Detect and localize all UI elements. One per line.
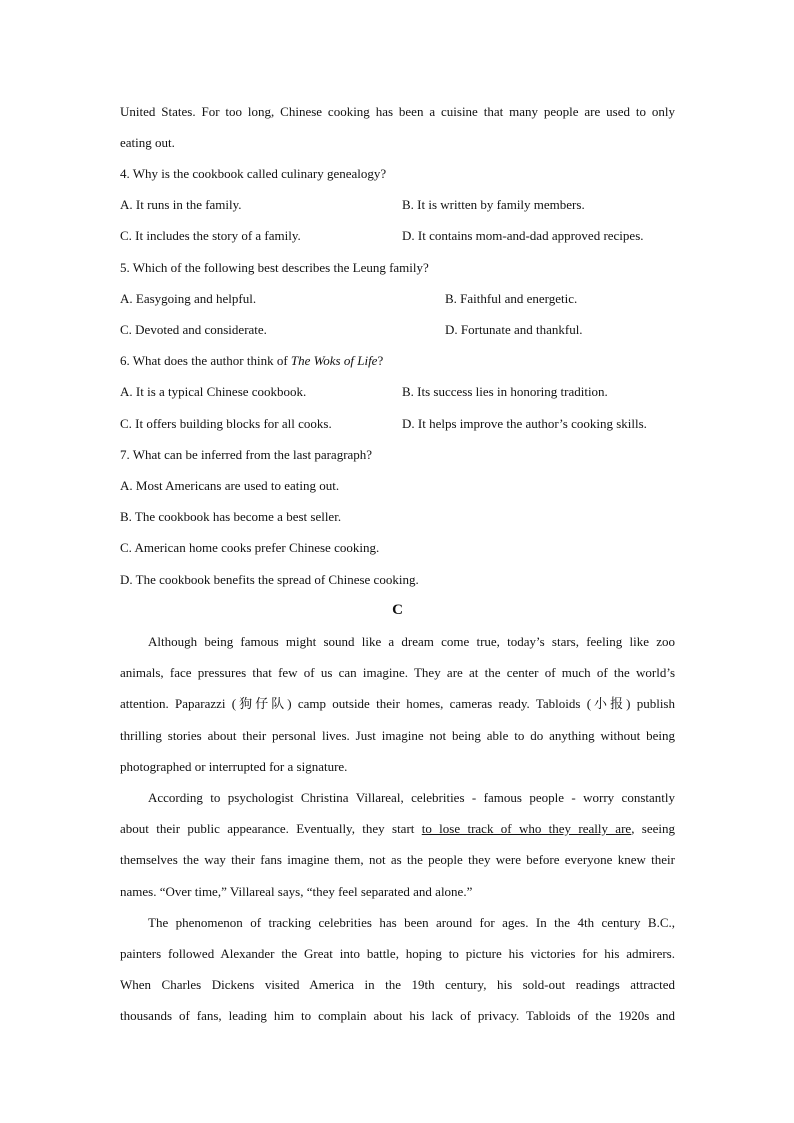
paragraph-3-line-4: thousands of fans, leading him to complain about his lack of privacy. Tabloids of the 1920s and [120,1008,675,1023]
paragraph-1-line-5: photographed or interrupted for a signature. [120,759,348,774]
question-5-option-a: A. Easygoing and helpful. [120,291,257,306]
question-7-option-b: B. The cookbook has become a best seller. [120,509,342,524]
paragraph-1-line-4: thrilling stories about their personal lives. Just imagine not being able to do anything without being [120,728,675,743]
question-6-stem-end: ? [377,353,384,368]
paragraph-2-line-2-start: about their public appearance. Eventually, they start [120,821,422,836]
question-4-option-d: D. It contains mom-and-dad approved recipes. [402,228,644,243]
question-4-option-c: C. It includes the story of a family. [120,228,301,243]
paragraph-2-line-1: According to psychologist Christina Villareal, celebrities - famous people - worry constantly [148,790,675,805]
intro-line-1: United States. For too long, Chinese cooking has been a cuisine that many people are used to only [120,104,675,119]
question-6-option-b: B. Its success lies in honoring tradition. [402,384,608,399]
question-6-stem-text: 6. What does the author think of [120,353,291,368]
question-5-option-d: D. Fortunate and thankful. [445,322,583,337]
paragraph-2-line-4: names. “Over time,” Villareal says, “they feel separated and alone.” [120,884,473,899]
section-heading: C [392,602,403,618]
paragraph-1-line-1: Although being famous might sound like a dream come true, today’s stars, feeling like zoo [148,634,675,649]
question-5-stem: 5. Which of the following best describes the Leung family? [120,260,429,275]
question-4-option-a: A. It runs in the family. [120,197,242,212]
question-7-option-c: C. American home cooks prefer Chinese cooking. [120,540,380,555]
paragraph-3-line-3: When Charles Dickens visited America in the 19th century, his sold-out readings attracted [120,977,675,992]
book-title: The Woks of Life [290,353,378,368]
paragraph-1-line-2: animals, face pressures that few of us can imagine. They are at the center of much of the world’s [120,665,675,680]
question-6-option-a: A. It is a typical Chinese cookbook. [120,384,307,399]
underlined-phrase: to lose track of who they really are [421,821,632,836]
paragraph-3-line-2: painters followed Alexander the Great into battle, hoping to picture his victories for his admirers. [120,946,675,961]
question-7-stem: 7. What can be inferred from the last paragraph? [120,447,373,462]
paragraph-1-line-3: attention. Paparazzi (狗仔队) camp outside their homes, cameras ready. Tabloids (小报) publish [120,696,675,711]
question-6-stem [120,353,675,369]
question-5-option-b: B. Faithful and energetic. [445,291,578,306]
paragraph-3-line-1: The phenomenon of tracking celebrities has been around for ages. In the 4th century B.C., [148,915,675,930]
question-7-option-d: D. The cookbook benefits the spread of Chinese cooking. [120,572,419,587]
paragraph-2-line-2 [120,821,675,837]
question-5-option-c: C. Devoted and considerate. [120,322,267,337]
question-6-option-c: C. It offers building blocks for all cooks. [120,416,332,431]
paragraph-2-line-3: themselves the way their fans imagine them, not as the people they were before everyone knew their [120,852,675,867]
question-4-stem: 4. Why is the cookbook called culinary genealogy? [120,166,387,181]
intro-line-2: eating out. [120,135,175,150]
question-7-option-a: A. Most Americans are used to eating out. [120,478,340,493]
paragraph-2-line-2-end: , seeing [631,821,675,836]
question-4-option-b: B. It is written by family members. [402,197,585,212]
question-6-option-d: D. It helps improve the author’s cooking skills. [402,416,647,431]
